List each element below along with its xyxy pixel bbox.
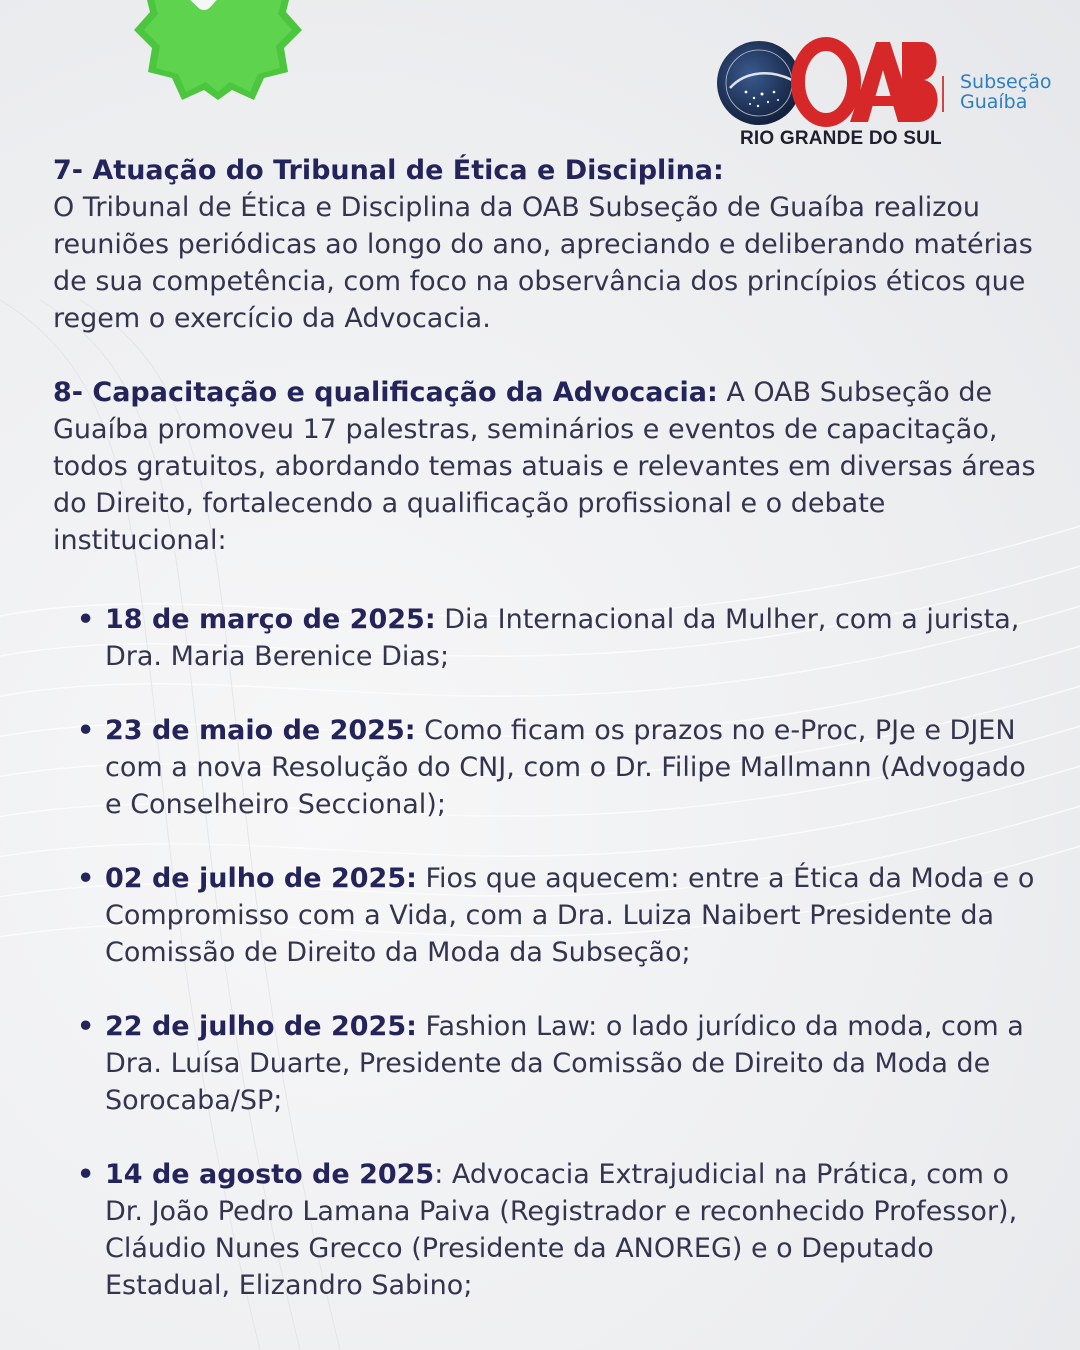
event-text: Fios que aquecem: entre a Ética da Moda e o Compromisso com a Vida, com a Dra. Luiza Naibert Presidente da Comissão de Direito da Moda da Subseção; (105, 863, 1035, 968)
check-badge-icon (128, 0, 308, 100)
event-text: : Advocacia Extrajudicial na Prática, com o Dr. João Pedro Lamana Paiva (Registrador e reconhecido Professor), Cláudio Nunes Grecco (Presidente da ANOREG) e o Deputado Estadual, Elizandro Sabino; (105, 1159, 1018, 1301)
event-text: Como ficam os prazos no e-Proc, PJe e DJEN com a nova Resolução do CNJ, com o Dr. Filipe Mallmann (Advogado e Conselheiro Seccional); (105, 715, 1026, 820)
oab-logo (712, 36, 1062, 154)
bullet-icon: • (77, 715, 95, 746)
event-date: 22 de julho de 2025: (105, 1011, 417, 1042)
logo-subsection-line2: Guaíba (960, 91, 1028, 113)
bullet-icon: • (77, 863, 95, 894)
list-item (77, 712, 1043, 823)
event-date: 14 de agosto de 2025 (105, 1159, 435, 1190)
bullet-icon: • (77, 1011, 95, 1042)
event-date: 18 de março de 2025: (105, 604, 436, 635)
list-item (77, 860, 1043, 971)
event-text: Dia Internacional da Mulher, com a jurista, Dra. Maria Berenice Dias; (105, 604, 1020, 672)
section-7-heading: 7- Atuação do Tribunal de Ética e Disciplina: (53, 155, 724, 186)
event-date: 02 de julho de 2025: (105, 863, 417, 894)
logo-region: RIO GRANDE DO SUL (740, 128, 942, 149)
list-item (77, 601, 1043, 675)
event-text: Fashion Law: o lado jurídico da moda, com a Dra. Luísa Duarte, Presidente da Comissão de Direito da Moda de Sorocaba/SP; (105, 1011, 1024, 1116)
logo-subsection (960, 72, 1051, 112)
bullet-icon: • (77, 1159, 95, 1190)
bullet-icon: • (77, 604, 95, 635)
events-list (53, 601, 1043, 1304)
event-date: 23 de maio de 2025: (105, 715, 416, 746)
logo-subsection-line1: Subseção (960, 71, 1052, 93)
document-body (53, 152, 1043, 1341)
logo-divider (942, 76, 944, 112)
section-8 (53, 374, 1043, 559)
section-7-body: O Tribunal de Ética e Disciplina da OAB Subseção de Guaíba realizou reuniões periódicas ao longo do ano, apreciando e deliberando matérias de sua competência, com foco na observância dos princípios éticos que regem o exercício da Advocacia. (53, 192, 1033, 334)
oab-letters (790, 36, 940, 128)
section-7 (53, 152, 1043, 337)
section-8-heading: 8- Capacitação e qualificação da Advocacia: (53, 377, 718, 408)
list-item (77, 1156, 1043, 1304)
list-item (77, 1008, 1043, 1119)
section-8-body: A OAB Subseção de Guaíba promoveu 17 palestras, seminários e eventos de capacitação, todos gratuitos, abordando temas atuais e relevantes em diversas áreas do Direito, fortalecendo a qualificação profissional e o debate institucional: (53, 377, 1036, 556)
